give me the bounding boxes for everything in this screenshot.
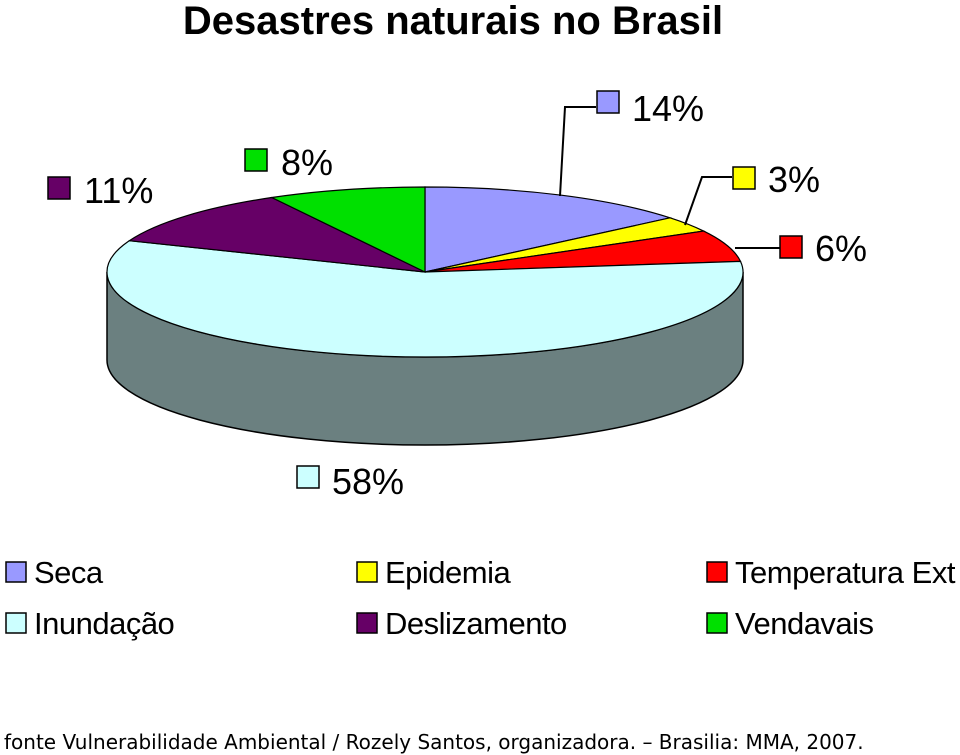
legend-item-inundacao	[6, 606, 174, 641]
label-swatch	[297, 466, 319, 488]
data-label-text: 8%	[281, 142, 334, 183]
legend-label: Vendavais	[735, 606, 874, 641]
legend-item-vendavais	[707, 606, 874, 641]
label-swatch	[48, 177, 70, 199]
label-swatch	[780, 236, 802, 258]
legend-label: Inundação	[34, 606, 175, 641]
legend-item-temperatura-extrema	[707, 555, 956, 590]
pie-plot-area	[107, 187, 743, 445]
source-note: fonte Vulnerabilidade Ambiental / Rozely Santos, organizadora. – Brasilia: MMA, 2007.	[4, 730, 864, 754]
legend-swatch	[357, 613, 377, 633]
legend-item-epidemia	[357, 555, 511, 590]
leader-line	[560, 107, 596, 196]
chart-title: Desastres naturais no Brasil	[182, 0, 724, 43]
data-label-epidemia	[685, 159, 820, 225]
legend-swatch	[6, 562, 26, 582]
data-label-temperatura-extrema	[735, 228, 867, 269]
leader-line	[685, 177, 732, 225]
legend	[6, 555, 956, 641]
data-label-text: 11%	[84, 170, 154, 211]
legend-item-deslizamento	[357, 606, 567, 641]
legend-swatch	[707, 613, 727, 633]
legend-label: Temperatura Ext	[735, 555, 955, 590]
data-label-vendavais	[245, 142, 333, 183]
data-label-text: 3%	[768, 159, 821, 200]
data-label-inundacao	[297, 461, 404, 502]
data-label-text: 14%	[632, 88, 705, 129]
legend-label: Epidemia	[385, 555, 511, 590]
data-label-seca	[560, 88, 704, 196]
label-swatch	[597, 91, 619, 113]
legend-swatch	[357, 562, 377, 582]
data-label-text: 6%	[815, 228, 868, 269]
data-label-text: 58%	[332, 461, 405, 502]
legend-swatch	[707, 562, 727, 582]
legend-item-seca	[6, 555, 104, 590]
legend-swatch	[6, 613, 26, 633]
data-label-deslizamento	[48, 170, 153, 211]
label-swatch	[733, 167, 755, 189]
legend-label: Seca	[34, 555, 103, 590]
label-swatch	[245, 149, 267, 171]
legend-label: Deslizamento	[385, 606, 567, 641]
